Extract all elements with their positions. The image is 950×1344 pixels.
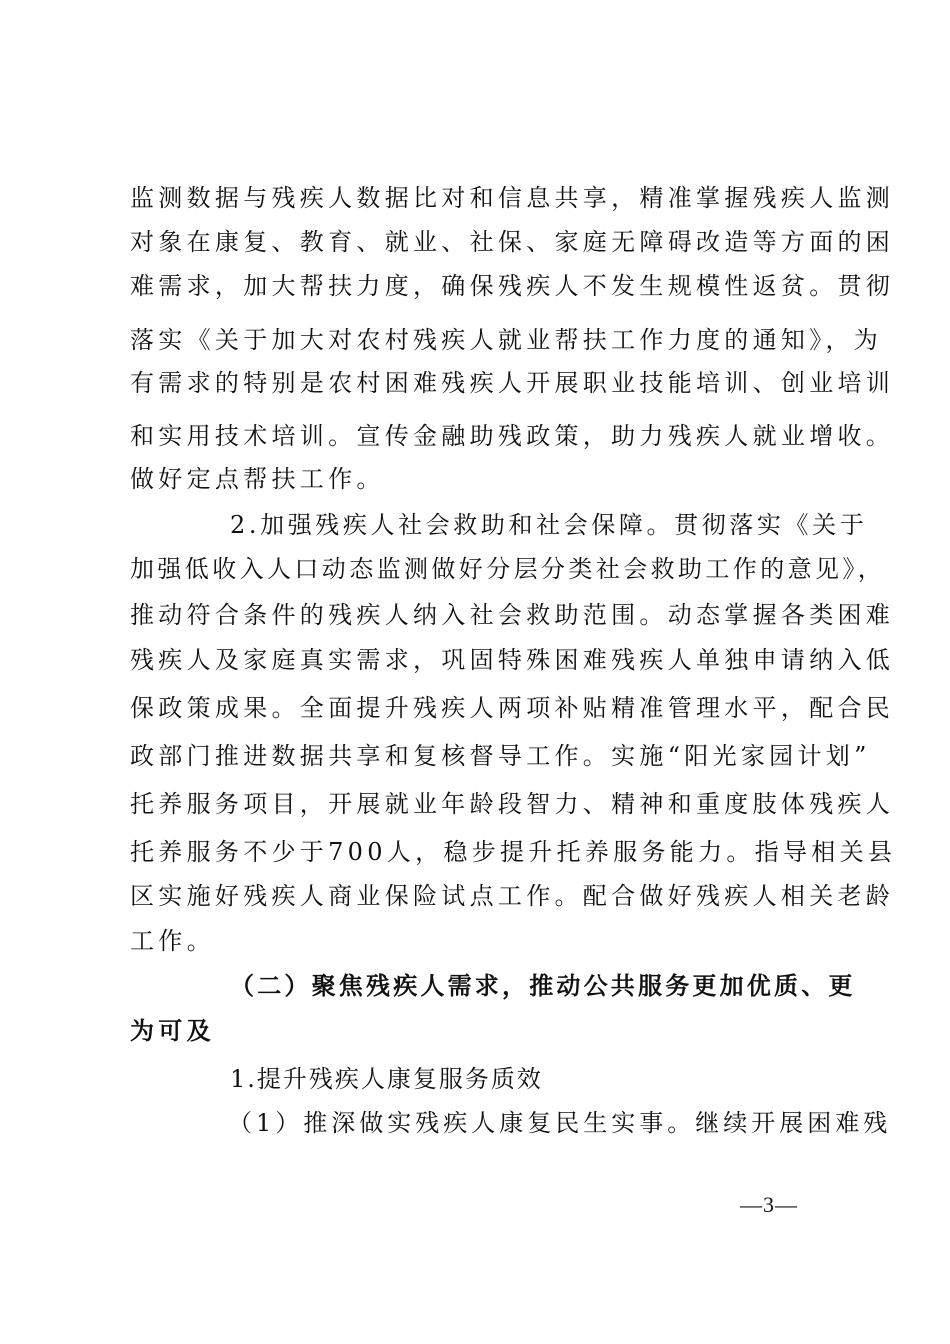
page-number: —3— (740, 1192, 798, 1217)
section-heading-line: 为可及 (130, 1016, 215, 1045)
body-text-line: 难需求，加大帮扶力度，确保残疾人不发生规模性返贫。贯彻 (130, 272, 895, 300)
subsection-heading-line: 2.加强残疾人社会救助和社会保障。贯彻落实《关于 (230, 511, 868, 539)
body-text-line: 托养服务不少于700人，稳步提升托养服务能力。指导相关县 (130, 838, 897, 866)
body-text-line: 保政策成果。全面提升残疾人两项补贴精准管理水平，配合民 (130, 694, 895, 722)
body-text-line: 加强低收入人口动态监测做好分层分类社会救助工作的意见》， (130, 555, 886, 583)
body-text-line: 监测数据与残疾人数据比对和信息共享，精准掌握残疾人监测 (130, 184, 895, 212)
body-text-line: （1）推深做实残疾人康复民生实事。继续开展困难残 (228, 1109, 892, 1137)
section-heading-line: （二）聚焦残疾人需求，推动公共服务更加优质、更 (230, 971, 856, 1000)
body-text-line: 政部门推进数据共享和复核督导工作。实施“阳光家园计划” (130, 742, 871, 770)
body-text-line: 工作。 (130, 927, 215, 955)
body-text-line: 区实施好残疾人商业保险试点工作。配合做好残疾人相关老龄 (130, 882, 895, 910)
body-text-line: 对象在康复、教育、就业、社保、家庭无障碍改造等方面的困 (130, 228, 895, 256)
body-text-line: 落实《关于加大对农村残疾人就业帮扶工作力度的通知》，为 (130, 326, 883, 354)
body-text-line: 和实用技术培训。宣传金融助残政策，助力残疾人就业增收。 (130, 422, 895, 450)
body-text-line: 残疾人及家庭真实需求，巩固特殊困难残疾人单独申请纳入低 (130, 646, 895, 674)
body-text-line: 推动符合条件的残疾人纳入社会救助范围。动态掌握各类困难 (130, 601, 895, 629)
body-text-line: 托养服务项目，开展就业年龄段智力、精神和重度肢体残疾人 (130, 790, 895, 818)
subsection-heading-line: 1.提升残疾人康复服务质效 (230, 1065, 543, 1093)
body-text-line: 有需求的特别是农村困难残疾人开展职业技能培训、创业培训 (130, 369, 895, 397)
body-text-line: 做好定点帮扶工作。 (130, 465, 385, 493)
